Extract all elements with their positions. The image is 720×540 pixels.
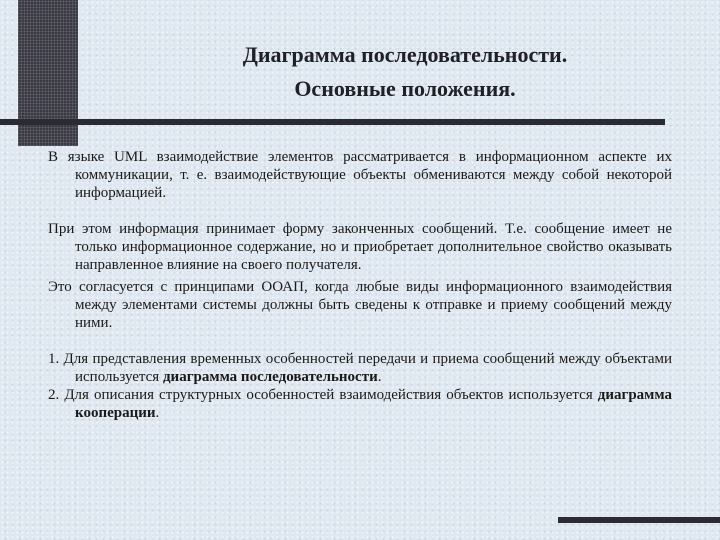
list-item-2-text: 2. Для описания структурных особенностей взаимодействия объектов используется xyxy=(48,387,598,403)
title-divider xyxy=(0,119,665,125)
paragraph-messages: При этом информация принимает форму законченных сообщений. Т.е. сообщение имеет не только информационное содержание, но и приобретает дополнительное свойство оказывать направленное влияние на своего получателя. xyxy=(48,221,672,273)
list-item-2-term: диаграмма кооперации xyxy=(75,387,672,421)
paragraph-ooap: Это согласуется с принципами ООАП, когда любые виды информационного взаимодействия между элементами системы должны быть сведены к отправке и приему сообщений между ними. xyxy=(48,279,672,331)
title-line-1: Диаграмма последовательности. xyxy=(242,42,568,67)
footer-divider xyxy=(558,517,720,523)
list-item-1-term: диаграмма последовательности xyxy=(162,369,378,385)
title-line-2: Основные положения. xyxy=(294,76,516,101)
paragraph-uml-interaction: В языке UML взаимодействие элементов рассматривается в информационном аспекте их коммуникации, т. е. взаимодействующие объекты обмениваются между собой некоторой информацией. xyxy=(48,149,672,201)
list-item-1-text: 1. Для представления временных особенностей передачи и приема сообщений между объектами используется xyxy=(48,351,672,385)
list-item-collaboration-diagram: 2. Для описания структурных особенностей взаимодействия объектов используется диаграмма кооперации. xyxy=(48,387,672,421)
list-item-sequence-diagram: 1. Для представления временных особенностей передачи и приема сообщений между объектами используется диаграмма последовательности. xyxy=(48,351,672,385)
page-title xyxy=(150,38,660,106)
slide-body xyxy=(48,148,672,422)
